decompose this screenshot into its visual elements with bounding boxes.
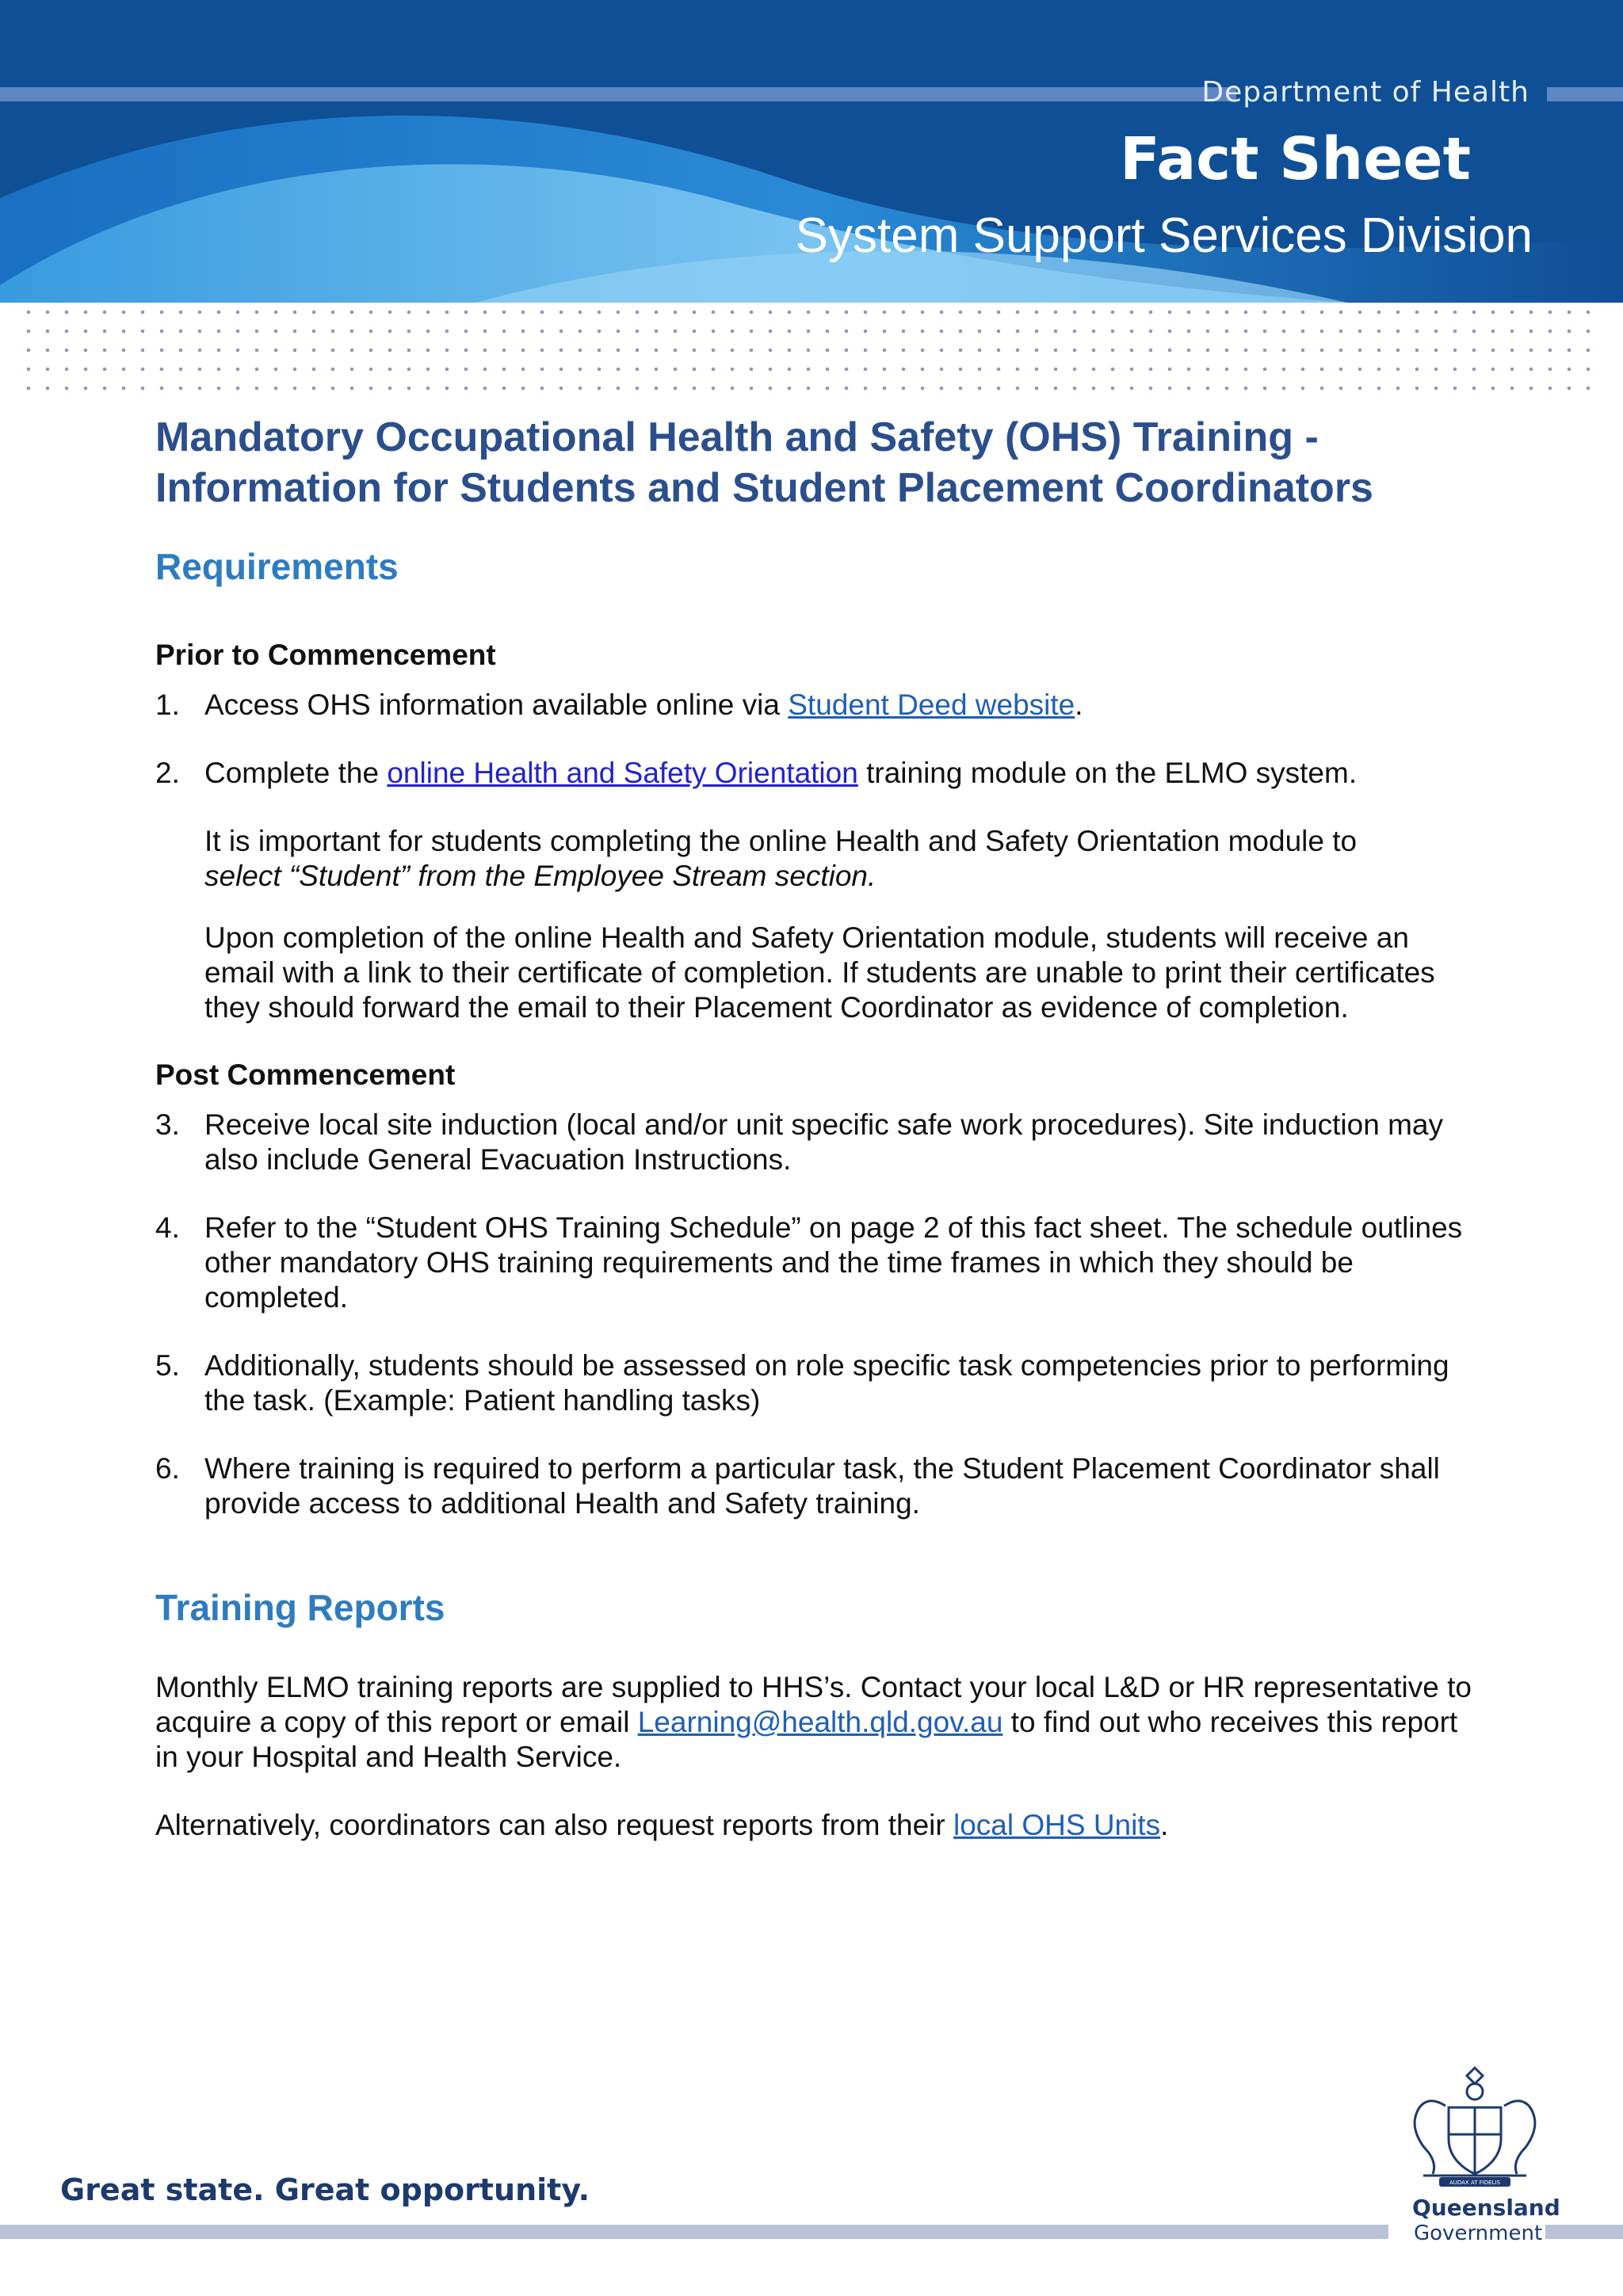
footer-bar-right xyxy=(1545,2225,1623,2239)
item-text: Access OHS information available online via xyxy=(204,688,789,721)
learning-email-link[interactable]: Learning@health.qld.gov.au xyxy=(637,1706,1003,1738)
note-italic-text: select “Student” from the Employee Stream section. xyxy=(204,860,876,892)
list-number: 4. xyxy=(155,1211,180,1244)
item-text: Receive local site induction (local and/or unit specific safe work procedures). Site induction may also include General Evacuation Instructions. xyxy=(204,1108,1443,1176)
post-heading: Post Commencement xyxy=(155,1058,456,1091)
dotted-pattern xyxy=(0,303,1623,398)
note-text: Upon completion of the online Health and Safety Orientation module, students will receive an email with a link to their certificate of completion. If students are unable to print their certificates they should forward the email to their Placement Coordinator as evidence of completion. xyxy=(204,921,1435,1024)
item-text: Complete the xyxy=(204,757,388,789)
item-text: Refer to the “Student OHS Training Schedule” on page 2 of this fact sheet. The schedule outlines other mandatory OHS training requirements and the time frames in which they should be completed. xyxy=(204,1211,1463,1314)
list-item-5 xyxy=(155,1348,1487,1418)
prior-heading: Prior to Commencement xyxy=(155,639,496,671)
government-logo-text: Government xyxy=(1414,2222,1543,2245)
paragraph-text: to find out who receives this report in your Hospital and Health Service. xyxy=(155,1706,1458,1773)
note-text: It is important for students completing the online Health and Safety Orientation module to xyxy=(204,825,1358,857)
document-title-line1: Mandatory Occupational Health and Safety (OHS) Training - xyxy=(155,414,1319,460)
list-item-2 xyxy=(155,756,1487,791)
queensland-crest-logo xyxy=(1400,2058,1550,2193)
list-number: 1. xyxy=(155,688,180,721)
item-text: Where training is required to perform a particular task, the Student Placement Coordinator shall provide access to additional Health and Safety training. xyxy=(204,1452,1440,1520)
paragraph-text: . xyxy=(1160,1809,1169,1841)
item-text: Additionally, students should be assessed on role specific task competencies prior to performing the task. (Example: Patient handling tasks) xyxy=(204,1349,1449,1417)
list-number: 2. xyxy=(155,757,180,789)
fact-sheet-title: Fact Sheet xyxy=(1120,125,1471,193)
item2-note-completion xyxy=(155,921,1487,1025)
queensland-logo-text: Queensland xyxy=(1412,2195,1560,2221)
local-ohs-units-link[interactable]: local OHS Units xyxy=(953,1809,1161,1841)
reports-paragraph xyxy=(155,1670,1487,1775)
list-item-4 xyxy=(155,1211,1487,1315)
item2-note-student-select xyxy=(155,824,1487,894)
list-number: 6. xyxy=(155,1452,180,1485)
list-number: 5. xyxy=(155,1349,180,1382)
requirements-heading: Requirements xyxy=(155,546,399,587)
item-text: . xyxy=(1075,688,1083,721)
item-text: training module on the ELMO system. xyxy=(857,757,1358,789)
list-item-6 xyxy=(155,1451,1487,1521)
header-banner xyxy=(0,0,1623,303)
crest-motto: AUDAX AT FIDELIS xyxy=(1449,2180,1501,2186)
health-safety-orientation-link[interactable]: online Health and Safety Orientation xyxy=(387,757,858,789)
list-number: 3. xyxy=(155,1108,180,1141)
document-body xyxy=(155,412,1487,1843)
list-item-1 xyxy=(155,688,1487,723)
list-item-3 xyxy=(155,1108,1487,1177)
student-deed-link[interactable]: Student Deed website xyxy=(788,688,1075,721)
training-reports-heading: Training Reports xyxy=(155,1587,445,1628)
division-name: System Support Services Division xyxy=(795,208,1533,263)
footer-tagline: Great state. Great opportunity. xyxy=(60,2172,590,2207)
paragraph-text: Monthly ELMO training reports are supplied to HHS’s. Contact your local L&D or HR representative to acquire a copy of this report or email xyxy=(155,1671,1472,1738)
footer-bar xyxy=(0,2225,1388,2239)
reports-alternative-paragraph xyxy=(155,1808,1487,1843)
document-title xyxy=(155,412,1487,513)
department-name: Department of Health xyxy=(1201,76,1529,109)
document-title-line2: Information for Students and Student Placement Coordinators xyxy=(155,465,1373,511)
paragraph-text: Alternatively, coordinators can also request reports from their xyxy=(155,1809,953,1841)
